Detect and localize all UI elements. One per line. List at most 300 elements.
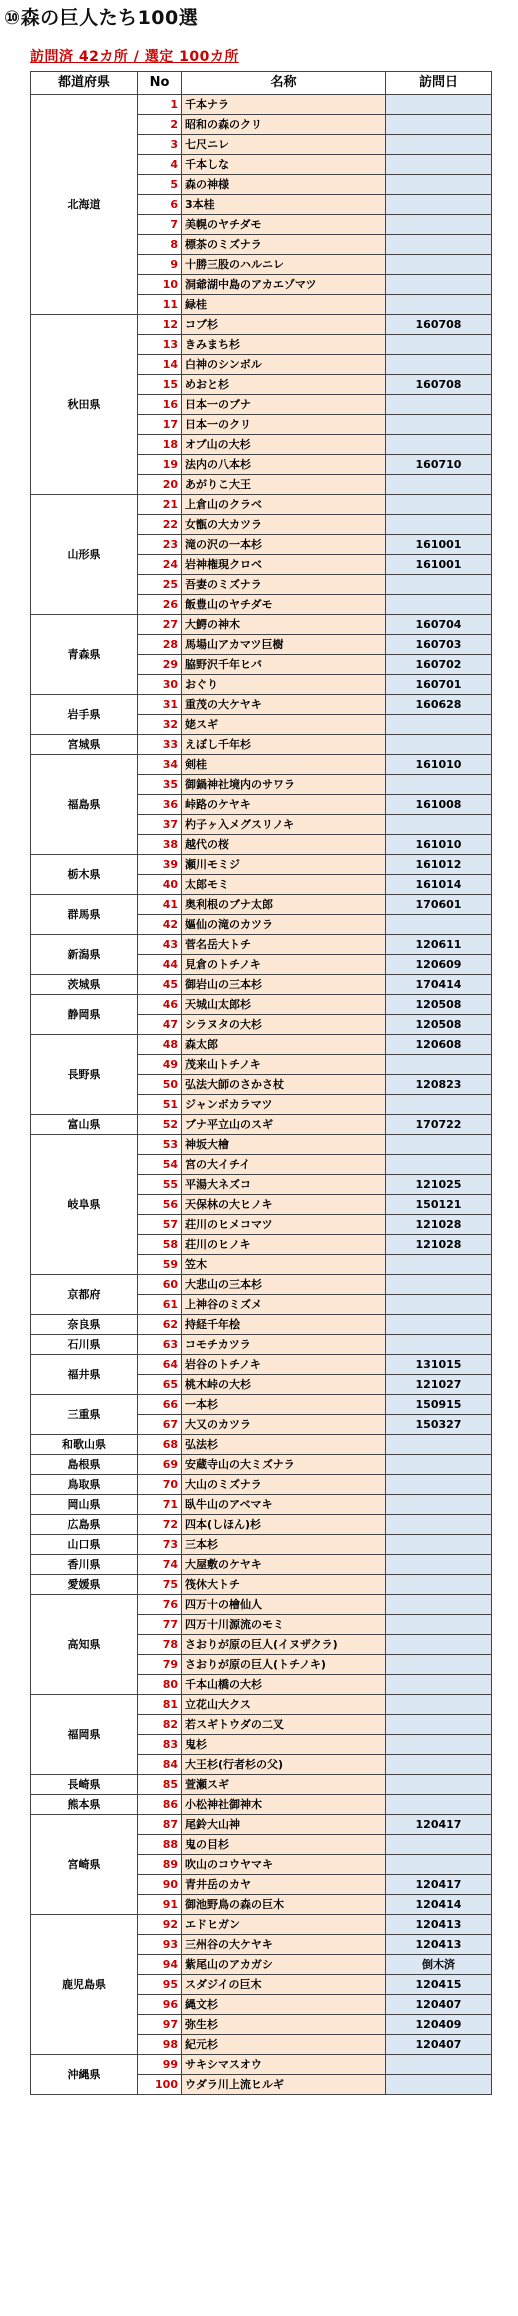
number-cell: 79 bbox=[138, 1655, 182, 1675]
visit-date-cell bbox=[386, 1635, 492, 1655]
table-row bbox=[31, 1135, 492, 1155]
name-cell: 御岩山の三本杉 bbox=[182, 975, 386, 995]
table-row bbox=[31, 1275, 492, 1295]
number-cell: 87 bbox=[138, 1815, 182, 1835]
number-cell: 23 bbox=[138, 535, 182, 555]
name-cell: 十勝三股のハルニレ bbox=[182, 255, 386, 275]
prefecture-cell: 広島県 bbox=[31, 1515, 138, 1535]
name-cell: 大王杉(行者杉の父) bbox=[182, 1755, 386, 1775]
number-cell: 66 bbox=[138, 1395, 182, 1415]
prefecture-cell: 栃木県 bbox=[31, 855, 138, 895]
name-cell: 紀元杉 bbox=[182, 2035, 386, 2055]
visit-date-cell: 160702 bbox=[386, 655, 492, 675]
visit-date-cell bbox=[386, 115, 492, 135]
number-cell: 73 bbox=[138, 1535, 182, 1555]
name-cell: 荘川のヒメコマツ bbox=[182, 1215, 386, 1235]
visit-date-cell bbox=[386, 1275, 492, 1295]
name-cell: 重茂の大ケヤキ bbox=[182, 695, 386, 715]
name-cell: 剣桂 bbox=[182, 755, 386, 775]
table-body bbox=[31, 95, 492, 2095]
visit-date-cell bbox=[386, 335, 492, 355]
prefecture-cell: 富山県 bbox=[31, 1115, 138, 1135]
table-row bbox=[31, 855, 492, 875]
visit-date-cell: 倒木済 bbox=[386, 1955, 492, 1975]
visit-date-cell bbox=[386, 415, 492, 435]
number-cell: 9 bbox=[138, 255, 182, 275]
name-cell: 若スギトウダの二叉 bbox=[182, 1715, 386, 1735]
name-cell: 洞爺湖中島のアカエゾマツ bbox=[182, 275, 386, 295]
name-cell: えぼし千年杉 bbox=[182, 735, 386, 755]
name-cell: 立花山大クス bbox=[182, 1695, 386, 1715]
visit-date-cell bbox=[386, 155, 492, 175]
name-cell: 太郎モミ bbox=[182, 875, 386, 895]
name-cell: スダジイの巨木 bbox=[182, 1975, 386, 1995]
name-cell: 法内の八本杉 bbox=[182, 455, 386, 475]
number-cell: 97 bbox=[138, 2015, 182, 2035]
table-row bbox=[31, 1595, 492, 1615]
number-cell: 58 bbox=[138, 1235, 182, 1255]
visit-date-cell: 120823 bbox=[386, 1075, 492, 1095]
number-cell: 93 bbox=[138, 1935, 182, 1955]
number-cell: 92 bbox=[138, 1915, 182, 1935]
visit-date-cell bbox=[386, 1675, 492, 1695]
number-cell: 50 bbox=[138, 1075, 182, 1095]
visit-date-cell: 121025 bbox=[386, 1175, 492, 1195]
visit-date-cell bbox=[386, 595, 492, 615]
name-cell: めおと杉 bbox=[182, 375, 386, 395]
table-row bbox=[31, 1335, 492, 1355]
name-cell: 弥生杉 bbox=[182, 2015, 386, 2035]
number-cell: 62 bbox=[138, 1315, 182, 1335]
name-cell: 筏休大トチ bbox=[182, 1575, 386, 1595]
name-cell: 上倉山のクラベ bbox=[182, 495, 386, 515]
name-cell: 姥スギ bbox=[182, 715, 386, 735]
visit-date-cell: 120609 bbox=[386, 955, 492, 975]
prefecture-cell: 愛媛県 bbox=[31, 1575, 138, 1595]
name-cell: 日本一のクリ bbox=[182, 415, 386, 435]
table-row bbox=[31, 975, 492, 995]
visit-date-cell bbox=[386, 1495, 492, 1515]
name-cell: 平湯大ネズコ bbox=[182, 1175, 386, 1195]
table-row bbox=[31, 1695, 492, 1715]
name-cell: 茂来山トチノキ bbox=[182, 1055, 386, 1075]
visit-date-cell: 161008 bbox=[386, 795, 492, 815]
name-cell: ウダラ川上流ヒルギ bbox=[182, 2075, 386, 2095]
name-cell: 吾妻のミズナラ bbox=[182, 575, 386, 595]
number-cell: 16 bbox=[138, 395, 182, 415]
visit-date-cell: 120415 bbox=[386, 1975, 492, 1995]
name-cell: 日本一のブナ bbox=[182, 395, 386, 415]
visit-date-cell bbox=[386, 1595, 492, 1615]
visit-date-cell bbox=[386, 1615, 492, 1635]
visit-date-cell bbox=[386, 735, 492, 755]
table-row bbox=[31, 935, 492, 955]
name-cell: 千本山橋の大杉 bbox=[182, 1675, 386, 1695]
number-cell: 48 bbox=[138, 1035, 182, 1055]
name-cell: 三州谷の大ケヤキ bbox=[182, 1935, 386, 1955]
name-cell: サキシマスオウ bbox=[182, 2055, 386, 2075]
visit-date-cell: 150327 bbox=[386, 1415, 492, 1435]
number-cell: 90 bbox=[138, 1875, 182, 1895]
number-cell: 98 bbox=[138, 2035, 182, 2055]
visit-date-cell bbox=[386, 575, 492, 595]
number-cell: 8 bbox=[138, 235, 182, 255]
number-cell: 53 bbox=[138, 1135, 182, 1155]
visit-date-cell: 150121 bbox=[386, 1195, 492, 1215]
table-row bbox=[31, 1475, 492, 1495]
visit-date-cell bbox=[386, 195, 492, 215]
visit-date-cell: 120407 bbox=[386, 1995, 492, 2015]
visit-date-cell bbox=[386, 2055, 492, 2075]
visit-date-cell: 120608 bbox=[386, 1035, 492, 1055]
number-cell: 86 bbox=[138, 1795, 182, 1815]
number-cell: 42 bbox=[138, 915, 182, 935]
visit-date-cell: 120414 bbox=[386, 1895, 492, 1915]
name-cell: 大山のミズナラ bbox=[182, 1475, 386, 1495]
prefecture-cell: 鳥取県 bbox=[31, 1475, 138, 1495]
name-cell: 臥牛山のアベマキ bbox=[182, 1495, 386, 1515]
name-cell: 宮の大イチイ bbox=[182, 1155, 386, 1175]
number-cell: 94 bbox=[138, 1955, 182, 1975]
number-cell: 13 bbox=[138, 335, 182, 355]
name-cell: 吹山のコウヤマキ bbox=[182, 1855, 386, 1875]
number-cell: 32 bbox=[138, 715, 182, 735]
number-cell: 28 bbox=[138, 635, 182, 655]
giant-trees-table bbox=[30, 71, 492, 2095]
visit-date-cell: 161010 bbox=[386, 755, 492, 775]
number-cell: 5 bbox=[138, 175, 182, 195]
name-cell: 鬼の目杉 bbox=[182, 1835, 386, 1855]
visit-date-cell bbox=[386, 275, 492, 295]
visit-date-cell: 120417 bbox=[386, 1815, 492, 1835]
number-cell: 77 bbox=[138, 1615, 182, 1635]
number-cell: 29 bbox=[138, 655, 182, 675]
visit-date-cell: 120508 bbox=[386, 1015, 492, 1035]
name-cell: 白神のシンボル bbox=[182, 355, 386, 375]
visit-date-cell bbox=[386, 1735, 492, 1755]
name-cell: シラヌタの大杉 bbox=[182, 1015, 386, 1035]
number-cell: 81 bbox=[138, 1695, 182, 1715]
name-cell: 菅名岳大トチ bbox=[182, 935, 386, 955]
table-header-row bbox=[31, 72, 492, 95]
table-row bbox=[31, 1455, 492, 1475]
name-cell: おぐり bbox=[182, 675, 386, 695]
name-cell: 峠路のケヤキ bbox=[182, 795, 386, 815]
name-cell: 尾鈴大山神 bbox=[182, 1815, 386, 1835]
number-cell: 78 bbox=[138, 1635, 182, 1655]
name-cell: エドヒガン bbox=[182, 1915, 386, 1935]
table-row bbox=[31, 1315, 492, 1335]
name-cell: 笠木 bbox=[182, 1255, 386, 1275]
table-row bbox=[31, 1915, 492, 1935]
number-cell: 91 bbox=[138, 1895, 182, 1915]
visit-date-cell bbox=[386, 435, 492, 455]
visit-date-cell bbox=[386, 1695, 492, 1715]
name-cell: 御池野鳥の森の巨木 bbox=[182, 1895, 386, 1915]
number-cell: 3 bbox=[138, 135, 182, 155]
name-cell: 神坂大檜 bbox=[182, 1135, 386, 1155]
table-row bbox=[31, 1115, 492, 1135]
visit-date-cell bbox=[386, 1435, 492, 1455]
table-row bbox=[31, 615, 492, 635]
name-cell: 七尺ニレ bbox=[182, 135, 386, 155]
name-cell: 緑桂 bbox=[182, 295, 386, 315]
name-cell: 岩谷のトチノキ bbox=[182, 1355, 386, 1375]
visit-date-cell: 160628 bbox=[386, 695, 492, 715]
name-cell: コモチカツラ bbox=[182, 1335, 386, 1355]
visit-date-cell bbox=[386, 1855, 492, 1875]
name-cell: 杓子ヶ入メグスリノキ bbox=[182, 815, 386, 835]
visit-date-cell: 161001 bbox=[386, 555, 492, 575]
name-cell: 紫尾山のアカガシ bbox=[182, 1955, 386, 1975]
name-cell: 瀬川モミジ bbox=[182, 855, 386, 875]
name-cell: 大又のカツラ bbox=[182, 1415, 386, 1435]
name-cell: 森太郎 bbox=[182, 1035, 386, 1055]
number-cell: 1 bbox=[138, 95, 182, 115]
number-cell: 41 bbox=[138, 895, 182, 915]
prefecture-cell: 北海道 bbox=[31, 95, 138, 315]
visit-date-cell bbox=[386, 515, 492, 535]
number-cell: 68 bbox=[138, 1435, 182, 1455]
prefecture-cell: 京都府 bbox=[31, 1275, 138, 1315]
header-number: No bbox=[138, 72, 182, 95]
number-cell: 56 bbox=[138, 1195, 182, 1215]
prefecture-cell: 新潟県 bbox=[31, 935, 138, 975]
table-row bbox=[31, 1495, 492, 1515]
name-cell: 天城山太郎杉 bbox=[182, 995, 386, 1015]
visit-date-cell bbox=[386, 1155, 492, 1175]
number-cell: 33 bbox=[138, 735, 182, 755]
visit-date-cell bbox=[386, 1455, 492, 1475]
number-cell: 37 bbox=[138, 815, 182, 835]
number-cell: 85 bbox=[138, 1775, 182, 1795]
visit-date-cell bbox=[386, 2075, 492, 2095]
name-cell: 鬼杉 bbox=[182, 1735, 386, 1755]
table-row bbox=[31, 1435, 492, 1455]
number-cell: 49 bbox=[138, 1055, 182, 1075]
visit-date-cell bbox=[386, 95, 492, 115]
name-cell: 四本(しほん)杉 bbox=[182, 1515, 386, 1535]
visit-date-cell bbox=[386, 1655, 492, 1675]
table-row bbox=[31, 995, 492, 1015]
prefecture-cell: 奈良県 bbox=[31, 1315, 138, 1335]
number-cell: 75 bbox=[138, 1575, 182, 1595]
visit-date-cell bbox=[386, 175, 492, 195]
number-cell: 40 bbox=[138, 875, 182, 895]
visit-date-cell: 121027 bbox=[386, 1375, 492, 1395]
visit-date-cell bbox=[386, 1295, 492, 1315]
visit-date-cell bbox=[386, 295, 492, 315]
name-cell: きみまち杉 bbox=[182, 335, 386, 355]
prefecture-cell: 福岡県 bbox=[31, 1695, 138, 1775]
prefecture-cell: 山口県 bbox=[31, 1535, 138, 1555]
name-cell: 四万十川源流のモミ bbox=[182, 1615, 386, 1635]
prefecture-cell: 長崎県 bbox=[31, 1775, 138, 1795]
prefecture-cell: 三重県 bbox=[31, 1395, 138, 1435]
name-cell: 持経千年桧 bbox=[182, 1315, 386, 1335]
table-row bbox=[31, 895, 492, 915]
visit-date-cell bbox=[386, 1255, 492, 1275]
number-cell: 46 bbox=[138, 995, 182, 1015]
prefecture-cell: 群馬県 bbox=[31, 895, 138, 935]
number-cell: 30 bbox=[138, 675, 182, 695]
visit-date-cell bbox=[386, 1575, 492, 1595]
name-cell: 荘川のヒノキ bbox=[182, 1235, 386, 1255]
visit-date-cell bbox=[386, 915, 492, 935]
visit-date-cell: 150915 bbox=[386, 1395, 492, 1415]
name-cell: 美幌のヤチダモ bbox=[182, 215, 386, 235]
number-cell: 14 bbox=[138, 355, 182, 375]
number-cell: 72 bbox=[138, 1515, 182, 1535]
number-cell: 100 bbox=[138, 2075, 182, 2095]
name-cell: 安蔵寺山の大ミズナラ bbox=[182, 1455, 386, 1475]
name-cell: 天保林の大ヒノキ bbox=[182, 1195, 386, 1215]
number-cell: 80 bbox=[138, 1675, 182, 1695]
name-cell: 越代の桜 bbox=[182, 835, 386, 855]
prefecture-cell: 山形県 bbox=[31, 495, 138, 615]
name-cell: 女甑の大カツラ bbox=[182, 515, 386, 535]
prefecture-cell: 石川県 bbox=[31, 1335, 138, 1355]
number-cell: 76 bbox=[138, 1595, 182, 1615]
visit-date-cell bbox=[386, 475, 492, 495]
prefecture-cell: 高知県 bbox=[31, 1595, 138, 1695]
table-row bbox=[31, 2055, 492, 2075]
visit-date-cell: 120417 bbox=[386, 1875, 492, 1895]
visit-date-cell: 170601 bbox=[386, 895, 492, 915]
name-cell: 千本しな bbox=[182, 155, 386, 175]
name-cell: 嫗仙の滝のカツラ bbox=[182, 915, 386, 935]
visit-date-cell: 131015 bbox=[386, 1355, 492, 1375]
visit-date-cell: 160710 bbox=[386, 455, 492, 475]
name-cell: さおりが原の巨人(イヌザクラ) bbox=[182, 1635, 386, 1655]
name-cell: 脇野沢千年ヒバ bbox=[182, 655, 386, 675]
number-cell: 47 bbox=[138, 1015, 182, 1035]
table-row bbox=[31, 1575, 492, 1595]
visit-date-cell bbox=[386, 255, 492, 275]
visit-date-cell: 160701 bbox=[386, 675, 492, 695]
number-cell: 12 bbox=[138, 315, 182, 335]
number-cell: 44 bbox=[138, 955, 182, 975]
name-cell: 青井岳のカヤ bbox=[182, 1875, 386, 1895]
prefecture-cell: 沖縄県 bbox=[31, 2055, 138, 2095]
visit-date-cell bbox=[386, 1715, 492, 1735]
number-cell: 2 bbox=[138, 115, 182, 135]
visit-date-cell bbox=[386, 775, 492, 795]
number-cell: 69 bbox=[138, 1455, 182, 1475]
name-cell: 飯豊山のヤチダモ bbox=[182, 595, 386, 615]
name-cell: 三本杉 bbox=[182, 1535, 386, 1555]
prefecture-cell: 長野県 bbox=[31, 1035, 138, 1115]
name-cell: ブナ平立山のスギ bbox=[182, 1115, 386, 1135]
number-cell: 52 bbox=[138, 1115, 182, 1135]
number-cell: 18 bbox=[138, 435, 182, 455]
number-cell: 38 bbox=[138, 835, 182, 855]
number-cell: 25 bbox=[138, 575, 182, 595]
page-title: ⑩森の巨人たち100選 bbox=[4, 7, 199, 29]
prefecture-cell: 静岡県 bbox=[31, 995, 138, 1035]
visit-summary: 訪問済 42カ所 / 選定 100カ所 bbox=[30, 49, 239, 65]
name-cell: 御鍋神社境内のサワラ bbox=[182, 775, 386, 795]
name-cell: 桃木峠の大杉 bbox=[182, 1375, 386, 1395]
visit-date-cell: 121028 bbox=[386, 1235, 492, 1255]
table-row bbox=[31, 695, 492, 715]
number-cell: 70 bbox=[138, 1475, 182, 1495]
prefecture-cell: 岩手県 bbox=[31, 695, 138, 735]
header-prefecture: 都道府県 bbox=[31, 72, 138, 95]
table-row bbox=[31, 95, 492, 115]
table-row bbox=[31, 495, 492, 515]
number-cell: 34 bbox=[138, 755, 182, 775]
visit-date-cell bbox=[386, 355, 492, 375]
visit-date-cell bbox=[386, 1515, 492, 1535]
prefecture-cell: 岡山県 bbox=[31, 1495, 138, 1515]
number-cell: 22 bbox=[138, 515, 182, 535]
visit-date-cell bbox=[386, 1755, 492, 1775]
name-cell: さおりが原の巨人(トチノキ) bbox=[182, 1655, 386, 1675]
number-cell: 10 bbox=[138, 275, 182, 295]
name-cell: 大悲山の三本杉 bbox=[182, 1275, 386, 1295]
name-cell: 森の神様 bbox=[182, 175, 386, 195]
name-cell: 岩神権現クロベ bbox=[182, 555, 386, 575]
number-cell: 54 bbox=[138, 1155, 182, 1175]
number-cell: 96 bbox=[138, 1995, 182, 2015]
number-cell: 7 bbox=[138, 215, 182, 235]
prefecture-cell: 香川県 bbox=[31, 1555, 138, 1575]
name-cell: 上神谷のミズメ bbox=[182, 1295, 386, 1315]
number-cell: 84 bbox=[138, 1755, 182, 1775]
visit-date-cell: 160703 bbox=[386, 635, 492, 655]
visit-date-cell: 160704 bbox=[386, 615, 492, 635]
name-cell: 弘法杉 bbox=[182, 1435, 386, 1455]
number-cell: 21 bbox=[138, 495, 182, 515]
name-cell: 見倉のトチノキ bbox=[182, 955, 386, 975]
number-cell: 6 bbox=[138, 195, 182, 215]
number-cell: 17 bbox=[138, 415, 182, 435]
name-cell: オブ山の大杉 bbox=[182, 435, 386, 455]
visit-date-cell: 161012 bbox=[386, 855, 492, 875]
number-cell: 95 bbox=[138, 1975, 182, 1995]
number-cell: 20 bbox=[138, 475, 182, 495]
number-cell: 26 bbox=[138, 595, 182, 615]
name-cell: 四万十の檜仙人 bbox=[182, 1595, 386, 1615]
visit-date-cell bbox=[386, 715, 492, 735]
visit-date-cell: 120413 bbox=[386, 1935, 492, 1955]
table-row bbox=[31, 755, 492, 775]
number-cell: 57 bbox=[138, 1215, 182, 1235]
prefecture-cell: 秋田県 bbox=[31, 315, 138, 495]
number-cell: 19 bbox=[138, 455, 182, 475]
prefecture-cell: 福島県 bbox=[31, 755, 138, 855]
table-row bbox=[31, 1355, 492, 1375]
name-cell: 昭和の森のクリ bbox=[182, 115, 386, 135]
number-cell: 88 bbox=[138, 1835, 182, 1855]
visit-date-cell bbox=[386, 135, 492, 155]
visit-date-cell: 161014 bbox=[386, 875, 492, 895]
prefecture-cell: 岐阜県 bbox=[31, 1135, 138, 1275]
number-cell: 31 bbox=[138, 695, 182, 715]
visit-date-cell: 161001 bbox=[386, 535, 492, 555]
visit-date-cell bbox=[386, 1835, 492, 1855]
visit-date-cell: 161010 bbox=[386, 835, 492, 855]
visit-date-cell: 120611 bbox=[386, 935, 492, 955]
number-cell: 89 bbox=[138, 1855, 182, 1875]
name-cell: コブ杉 bbox=[182, 315, 386, 335]
visit-date-cell bbox=[386, 815, 492, 835]
table-row bbox=[31, 1775, 492, 1795]
prefecture-cell: 熊本県 bbox=[31, 1795, 138, 1815]
number-cell: 43 bbox=[138, 935, 182, 955]
prefecture-cell: 宮城県 bbox=[31, 735, 138, 755]
